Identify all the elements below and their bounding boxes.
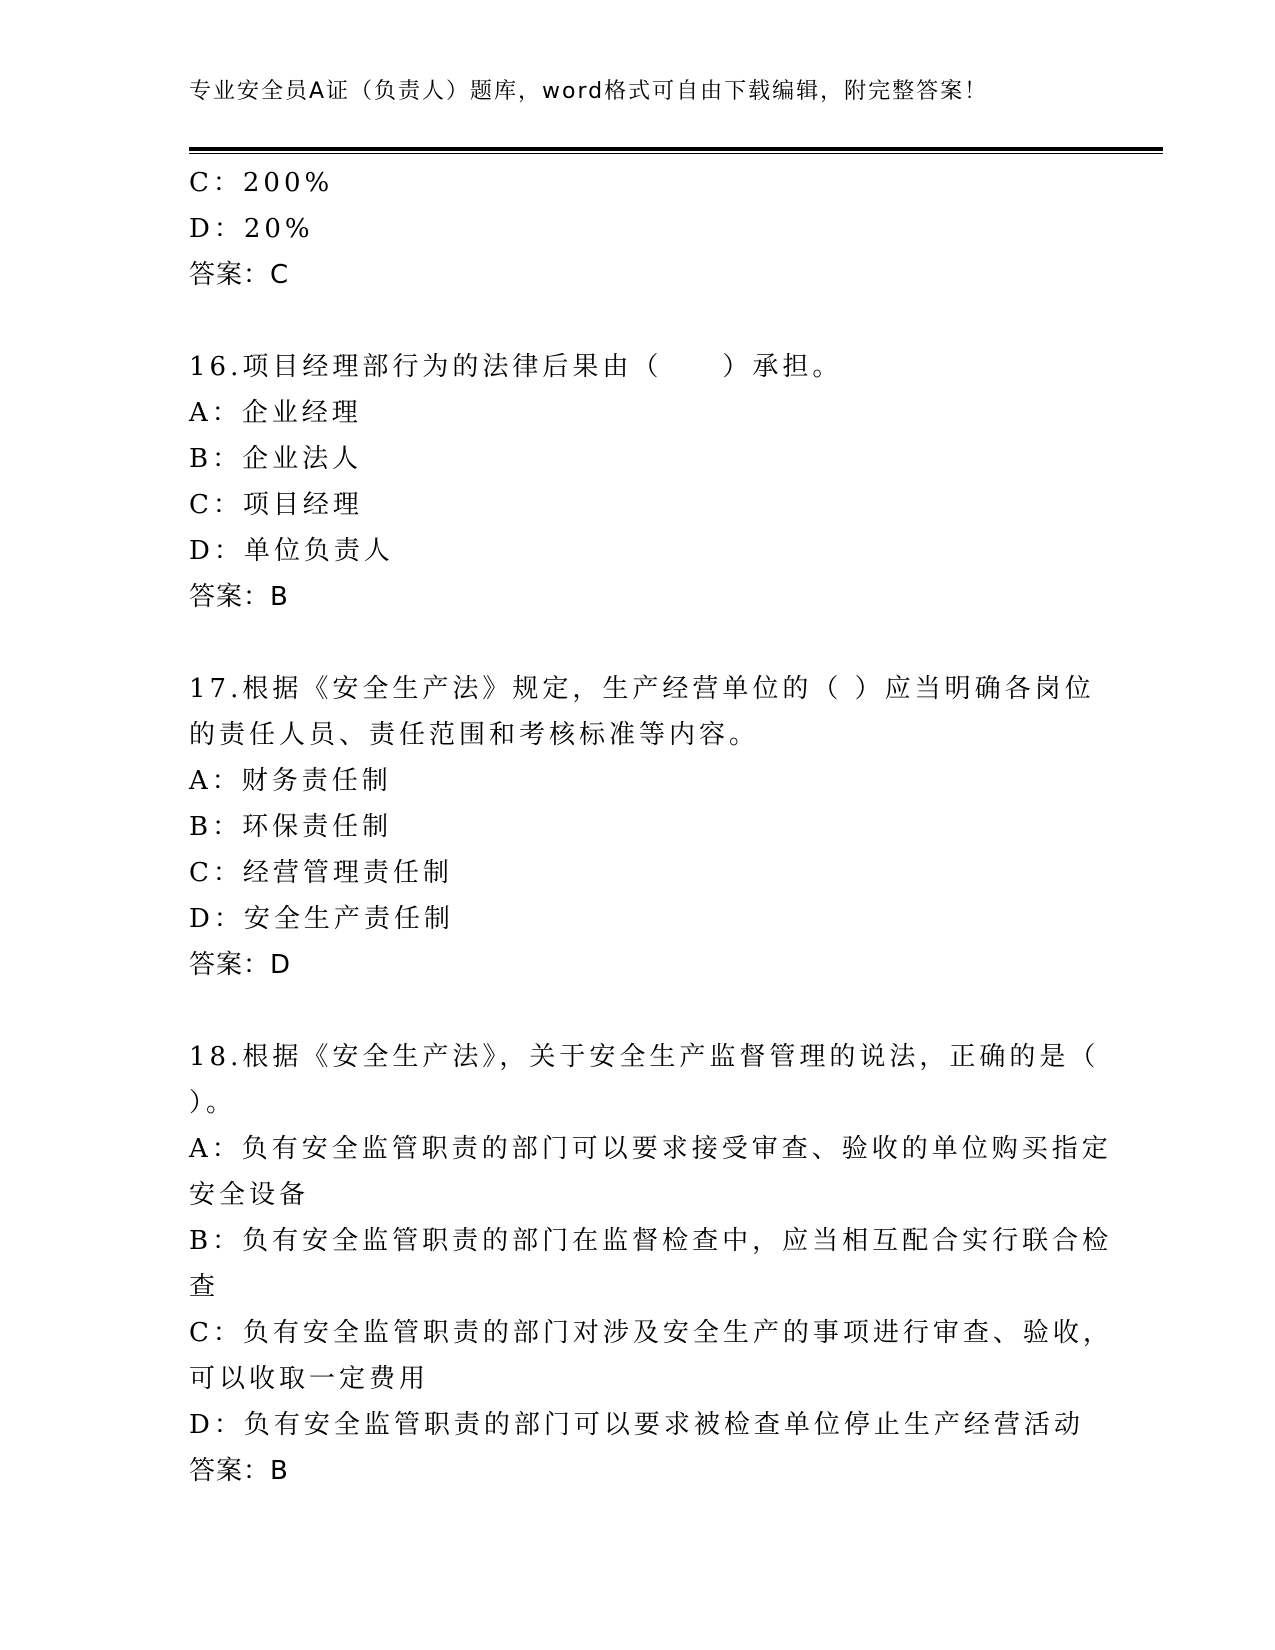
answer-line: 答案：B [189, 1456, 289, 1486]
question-content [189, 160, 1113, 1494]
option-a-continued: 安全设备 [189, 1180, 310, 1210]
option-c: C：经营管理责任制 [189, 858, 453, 888]
previous-question-tail [189, 160, 1089, 298]
option-a: A：财务责任制 [189, 766, 392, 796]
option-b-continued: 查 [189, 1272, 220, 1302]
question-18 [189, 1034, 1113, 1494]
answer-line: 答案：D [189, 950, 292, 980]
question-stem: 18.根据《安全生产法》，关于安全生产监督管理的说法，正确的是（ [189, 1042, 1100, 1072]
option-c: C：200% [189, 168, 334, 198]
question-stem-continued: ）。 [189, 1088, 237, 1118]
option-d: D：负有安全监管职责的部门可以要求被检查单位停止生产经营活动 [189, 1410, 1084, 1440]
answer-line: 答案：B [189, 582, 289, 612]
question-stem: 17.根据《安全生产法》规定，生产经营单位的（ ）应当明确各岗位 [189, 674, 1095, 704]
option-c-continued: 可以收取一定费用 [189, 1364, 430, 1394]
header-rule-thin [189, 153, 1163, 154]
option-b: B：负有安全监管职责的部门在监督检查中，应当相互配合实行联合检 [189, 1226, 1113, 1256]
option-d: D：20% [189, 214, 314, 244]
option-c: C：负有安全监管职责的部门对涉及安全生产的事项进行审查、验收， [189, 1318, 1113, 1348]
option-a: A：负有安全监管职责的部门可以要求接受审查、验收的单位购买指定 [189, 1134, 1112, 1164]
question-16 [189, 344, 1089, 620]
option-b: B：企业法人 [189, 444, 363, 474]
question-stem: 16.项目经理部行为的法律后果由（ ）承担。 [189, 352, 843, 382]
option-a: A：企业经理 [189, 398, 362, 428]
document-header: 专业安全员A证（负责人）题库，word格式可自由下载编辑，附完整答案！ [189, 79, 989, 104]
option-c: C：项目经理 [189, 490, 363, 520]
header-rule-thick [189, 147, 1163, 151]
question-17 [189, 666, 1095, 988]
option-b: B：环保责任制 [189, 812, 393, 842]
option-d: D：安全生产责任制 [189, 904, 454, 934]
answer-line: 答案：C [189, 260, 290, 290]
question-stem-continued: 的责任人员、责任范围和考核标准等内容。 [189, 720, 760, 750]
option-d: D：单位负责人 [189, 536, 394, 566]
